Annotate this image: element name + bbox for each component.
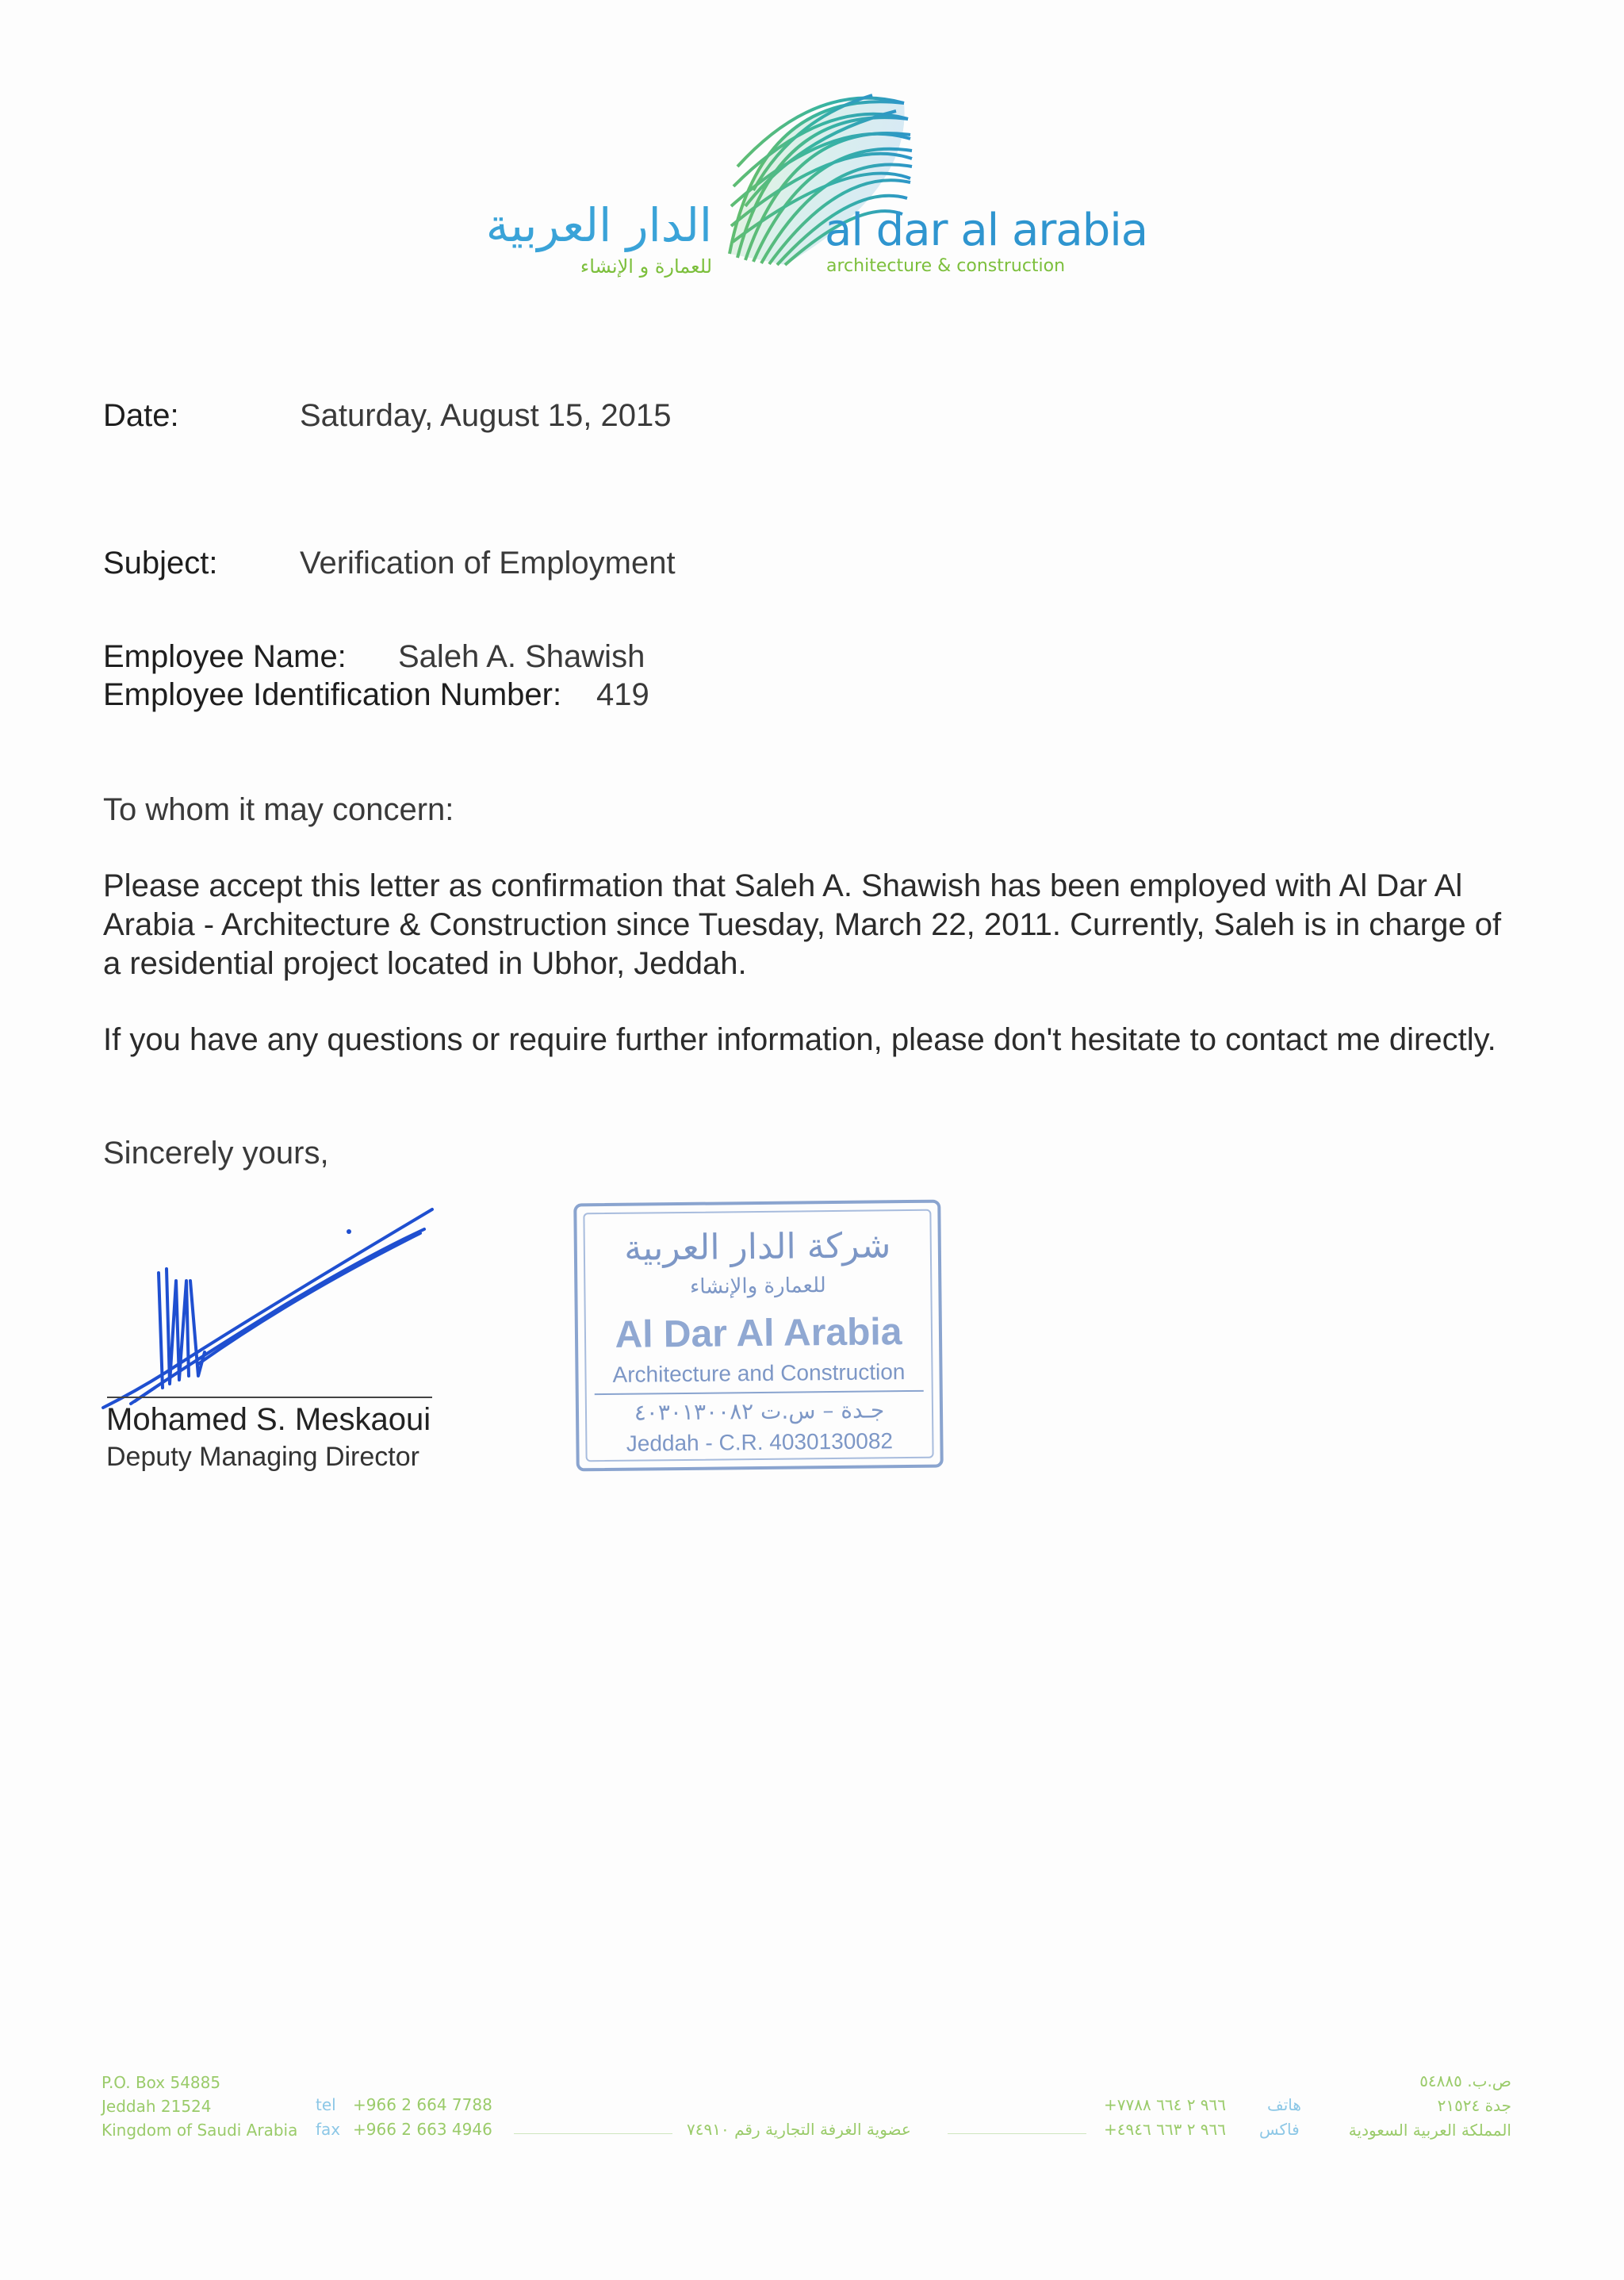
footer-tel-arabic-value: +٩٦٦ ٢ ٦٦٤ ٧٧٨٨ [1104, 2095, 1227, 2114]
handwritten-signature [87, 1194, 452, 1431]
stamp-english-line-2: Architecture and Construction [612, 1359, 906, 1387]
stamp-arabic-line-3: جـدة – س.ت ٤٠٣٠١٣٠٠٨٢ [634, 1397, 885, 1426]
body-paragraph-1: Please accept this letter as confirmation that Saleh A. Shawish has been employed with Al Dar Al Arabia - Architecture & Construction since Tuesday, March 22, 2011. Currently, Saleh is in charge of a residential project located in Ubhor, Jeddah. [103, 868, 1502, 981]
footer-chamber-arabic: عضوية الغرفة التجارية رقم ٧٤٩١٠ [687, 2120, 911, 2139]
date-label: Date: [103, 398, 179, 433]
signer-name: Mohamed S. Meskaoui [106, 1402, 431, 1437]
footer-city-arabic: جدة ٢١٥٢٤ [1437, 2096, 1511, 2115]
footer-tel-value: +966 2 664 7788 [353, 2095, 492, 2114]
footer-fax-value: +966 2 663 4946 [353, 2120, 492, 2139]
logo-english-name: al dar al arabia [825, 205, 1148, 256]
employee-name-value: Saleh A. Shawish [398, 639, 645, 674]
stamp-english-line-1: Al Dar Al Arabia [615, 1311, 902, 1356]
footer-fax-arabic-value: +٩٦٦ ٢ ٦٦٣ ٤٩٤٦ [1104, 2120, 1227, 2139]
body-paragraph-2: If you have any questions or require further information, please don't hesitate to contact me directly. [103, 1022, 1496, 1057]
footer-tel-label: tel [316, 2095, 336, 2114]
stamp-arabic-line-2: للعمارة والإنشاء [689, 1274, 826, 1299]
footer-po-box-arabic: ص.ب. ٥٤٨٨٥ [1419, 2071, 1511, 2090]
signature-line [107, 1397, 432, 1398]
footer-country-arabic: المملكة العربية السعودية [1348, 2121, 1511, 2140]
stamp-arabic-line-1: شركة الدار العربية [624, 1225, 891, 1269]
footer-rule-left [514, 2133, 672, 2134]
date-value: Saturday, August 15, 2015 [300, 398, 672, 433]
footer-po-box: P.O. Box 54885 [102, 2073, 221, 2092]
signer-title: Deputy Managing Director [106, 1442, 419, 1472]
logo-english-tagline: architecture & construction [826, 256, 1066, 276]
subject-value: Verification of Employment [300, 546, 676, 581]
closing: Sincerely yours, [103, 1136, 329, 1171]
employee-id-label: Employee Identification Number: [103, 677, 562, 712]
footer-city: Jeddah 21524 [102, 2097, 212, 2116]
subject-label: Subject: [103, 546, 218, 581]
company-stamp [573, 1200, 944, 1472]
greeting: To whom it may concern: [103, 792, 454, 827]
company-logo [485, 71, 1148, 293]
stamp-english-line-3: Jeddah - C.R. 4030130082 [626, 1428, 894, 1456]
footer-country: Kingdom of Saudi Arabia [102, 2121, 298, 2140]
employee-name-label: Employee Name: [103, 639, 347, 674]
footer-rule-right [948, 2133, 1086, 2134]
footer-fax-label: fax [316, 2120, 341, 2139]
logo-arabic-tagline: للعمارة و الإنشاء [580, 255, 712, 278]
footer-fax-arabic-label: فاكس [1259, 2120, 1300, 2139]
employee-id-value: 419 [596, 677, 649, 712]
footer-tel-arabic-label: هاتف [1267, 2095, 1301, 2114]
logo-arabic-name: الدار العربية [485, 198, 712, 252]
